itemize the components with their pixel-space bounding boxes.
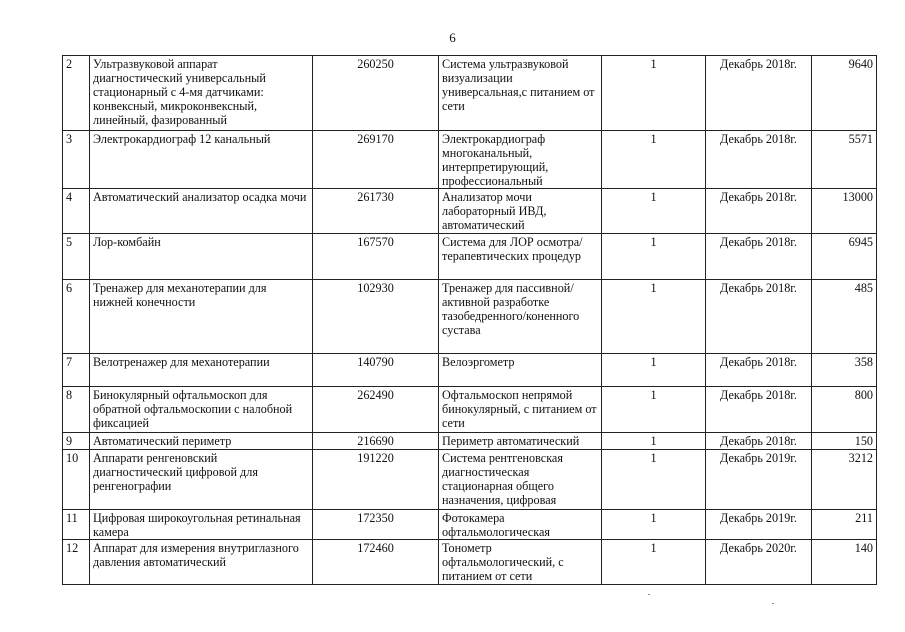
equipment-name: Ультразвуковой аппарат диагностический универсальный стационарный с 4-мя датчиками: конвексный, микроконвексный, линейный, фазированный <box>90 56 313 131</box>
table-row <box>63 189 877 234</box>
equipment-name: Автоматический анализатор осадка мочи <box>90 189 313 234</box>
equipment-code: 262490 <box>313 387 439 433</box>
equipment-code: 102930 <box>313 280 439 354</box>
price: 485 <box>812 280 877 354</box>
table-row <box>63 354 877 387</box>
table-row <box>63 540 877 585</box>
equipment-type: Система рентгеновская диагностическая стационарная общего назначения, цифровая <box>439 450 602 510</box>
delivery-date: Декабрь 2018г. <box>706 354 812 387</box>
quantity: 1 <box>602 234 706 280</box>
equipment-name: Аппарати ренгеновский диагностический цифровой для ренгенографии <box>90 450 313 510</box>
quantity: 1 <box>602 387 706 433</box>
quantity: 1 <box>602 510 706 540</box>
row-number: 8 <box>63 387 90 433</box>
quantity: 1 <box>602 56 706 131</box>
equipment-type: Анализатор мочи лабораторный ИВД, автоматический <box>439 189 602 234</box>
delivery-date: Декабрь 2018г. <box>706 189 812 234</box>
scan-speck <box>648 594 650 595</box>
equipment-type: Система для ЛОР осмотра/терапевтических процедур <box>439 234 602 280</box>
delivery-date: Декабрь 2018г. <box>706 387 812 433</box>
equipment-name: Тренажер для механотерапии для нижней конечности <box>90 280 313 354</box>
equipment-code: 191220 <box>313 450 439 510</box>
table-row <box>63 450 877 510</box>
row-number: 12 <box>63 540 90 585</box>
quantity: 1 <box>602 131 706 189</box>
equipment-code: 172350 <box>313 510 439 540</box>
quantity: 1 <box>602 433 706 450</box>
table-row <box>63 56 877 131</box>
row-number: 5 <box>63 234 90 280</box>
scan-speck <box>772 603 774 604</box>
quantity: 1 <box>602 354 706 387</box>
equipment-type: Фотокамера офтальмологическая <box>439 510 602 540</box>
equipment-name: Автоматический периметр <box>90 433 313 450</box>
equipment-name: Аппарат для измерения внутриглазного давления автоматический <box>90 540 313 585</box>
row-number: 10 <box>63 450 90 510</box>
price: 5571 <box>812 131 877 189</box>
row-number: 3 <box>63 131 90 189</box>
row-number: 9 <box>63 433 90 450</box>
equipment-code: 167570 <box>313 234 439 280</box>
equipment-name: Лор-комбайн <box>90 234 313 280</box>
table-row <box>63 433 877 450</box>
equipment-type: Система ультразвуковой визуализации универсальная,с питанием от сети <box>439 56 602 131</box>
delivery-date: Декабрь 2018г. <box>706 234 812 280</box>
equipment-type: Периметр автоматический <box>439 433 602 450</box>
table-row <box>63 280 877 354</box>
delivery-date: Декабрь 2019г. <box>706 450 812 510</box>
delivery-date: Декабрь 2020г. <box>706 540 812 585</box>
equipment-code: 261730 <box>313 189 439 234</box>
row-number: 6 <box>63 280 90 354</box>
row-number: 4 <box>63 189 90 234</box>
row-number: 2 <box>63 56 90 131</box>
equipment-table <box>62 55 877 585</box>
equipment-type: Тонометр офтальмологический, с питанием от сети <box>439 540 602 585</box>
table-row <box>63 387 877 433</box>
equipment-code: 140790 <box>313 354 439 387</box>
price: 800 <box>812 387 877 433</box>
equipment-name: Цифровая широкоугольная ретинальная камера <box>90 510 313 540</box>
equipment-code: 172460 <box>313 540 439 585</box>
quantity: 1 <box>602 280 706 354</box>
delivery-date: Декабрь 2018г. <box>706 280 812 354</box>
equipment-type: Офтальмоскоп непрямой бинокулярный, с питанием от сети <box>439 387 602 433</box>
price: 13000 <box>812 189 877 234</box>
equipment-type: Электрокардиограф многоканальный, интерпретирующий, профессиональный <box>439 131 602 189</box>
page-number: 6 <box>449 30 456 45</box>
price: 140 <box>812 540 877 585</box>
equipment-type: Велоэргометр <box>439 354 602 387</box>
equipment-code: 260250 <box>313 56 439 131</box>
equipment-name: Электрокардиограф 12 канальный <box>90 131 313 189</box>
equipment-type: Тренажер для пассивной/активной разработке тазобедренного/коненного сустава <box>439 280 602 354</box>
delivery-date: Декабрь 2018г. <box>706 131 812 189</box>
delivery-date: Декабрь 2018г. <box>706 56 812 131</box>
equipment-code: 269170 <box>313 131 439 189</box>
quantity: 1 <box>602 450 706 510</box>
equipment-code: 216690 <box>313 433 439 450</box>
table-row <box>63 234 877 280</box>
row-number: 7 <box>63 354 90 387</box>
quantity: 1 <box>602 540 706 585</box>
delivery-date: Декабрь 2019г. <box>706 510 812 540</box>
price: 9640 <box>812 56 877 131</box>
price: 211 <box>812 510 877 540</box>
quantity: 1 <box>602 189 706 234</box>
price: 150 <box>812 433 877 450</box>
table-row <box>63 131 877 189</box>
price: 3212 <box>812 450 877 510</box>
price: 358 <box>812 354 877 387</box>
table-row <box>63 510 877 540</box>
equipment-name: Бинокулярный офтальмоскоп для обратной офтальмоскопии с налобной фиксацией <box>90 387 313 433</box>
row-number: 11 <box>63 510 90 540</box>
equipment-name: Велотренажер для механотерапии <box>90 354 313 387</box>
price: 6945 <box>812 234 877 280</box>
delivery-date: Декабрь 2018г. <box>706 433 812 450</box>
